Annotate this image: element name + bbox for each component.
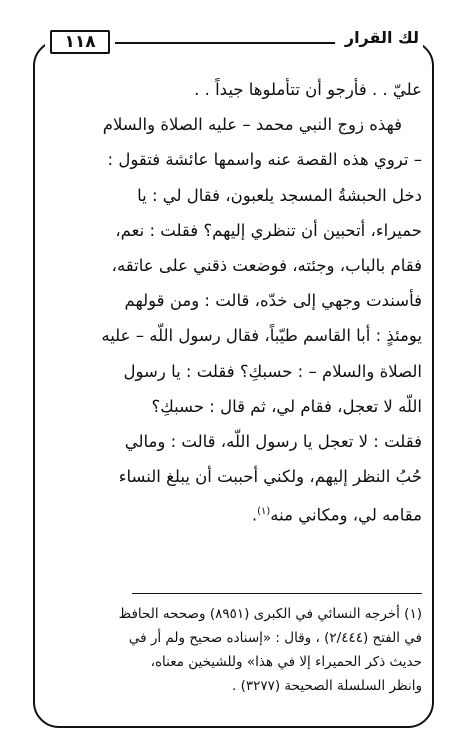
text-line: فهذه زوج النبي محمد – عليه الصلاة والسلام: [102, 115, 402, 135]
text-line: يومئذٍ : أبا القاسم طيّباً، فقال رسول اللّه – عليه: [101, 326, 422, 346]
header-rule: [115, 42, 335, 44]
page-header: [45, 26, 423, 54]
footnote-line: (١) أخرجه النسائي في الكبرى (٨٩٥١) وصححه الحافظ: [118, 606, 422, 622]
text-line: فقام بالباب، وجئته، فوضعت ذقني على عاتقه،: [111, 256, 422, 276]
last-line-text: مقامه لي، ومكاني منه: [270, 505, 422, 525]
page-number: ١١٨: [50, 30, 110, 54]
footnote-line: حديث ذكر الحميراء إلا في هذا» وللشيخين معناه،: [150, 654, 422, 670]
text-line: الصلاة والسلام – : حسبكِ؟ فقلت : يا رسول: [123, 361, 422, 381]
footnote-line: في الفتح (٢/٤٤٤) ، وقال : «إسناده صحيح ولم أر في: [128, 630, 422, 646]
main-text: [46, 72, 422, 533]
text-line: دخل الحبشةُ المسجد يلعبون، فقال لي : يا: [137, 185, 422, 205]
text-line: حميراء، أتحبين أن تنظري إليهم؟ فقلت : نعم،: [115, 220, 422, 240]
footnote-separator: [132, 593, 422, 594]
footnote-marker[interactable]: (١): [257, 506, 271, 518]
text-line: فأسندت وجهي إلى خدّه، قالت : ومن قولهم: [124, 291, 422, 311]
text-line: عليّ . . فأرجو أن تتأملوها جيداً . .: [194, 80, 422, 99]
text-line: فقلت : لا تعجل يا رسول اللّه، قالت : ومالي: [124, 432, 422, 452]
text-line: اللّه لا تعجل، فقام لي، ثم قال : حسبكِ؟: [151, 396, 422, 416]
text-line-last: [46, 494, 422, 533]
footnote: [46, 602, 422, 698]
text-line: حُبُ النظر إليهم، ولكني أحببت أن يبلغ النساء: [118, 467, 422, 487]
text-line: – تروي هذه القصة عنه واسمها عائشة فتقول :: [107, 150, 422, 170]
running-title: لك القرار: [344, 28, 419, 47]
last-line-end: .: [251, 505, 258, 525]
footnote-line: وانظر السلسلة الصحيحة (٣٢٧٧) .: [231, 678, 422, 694]
